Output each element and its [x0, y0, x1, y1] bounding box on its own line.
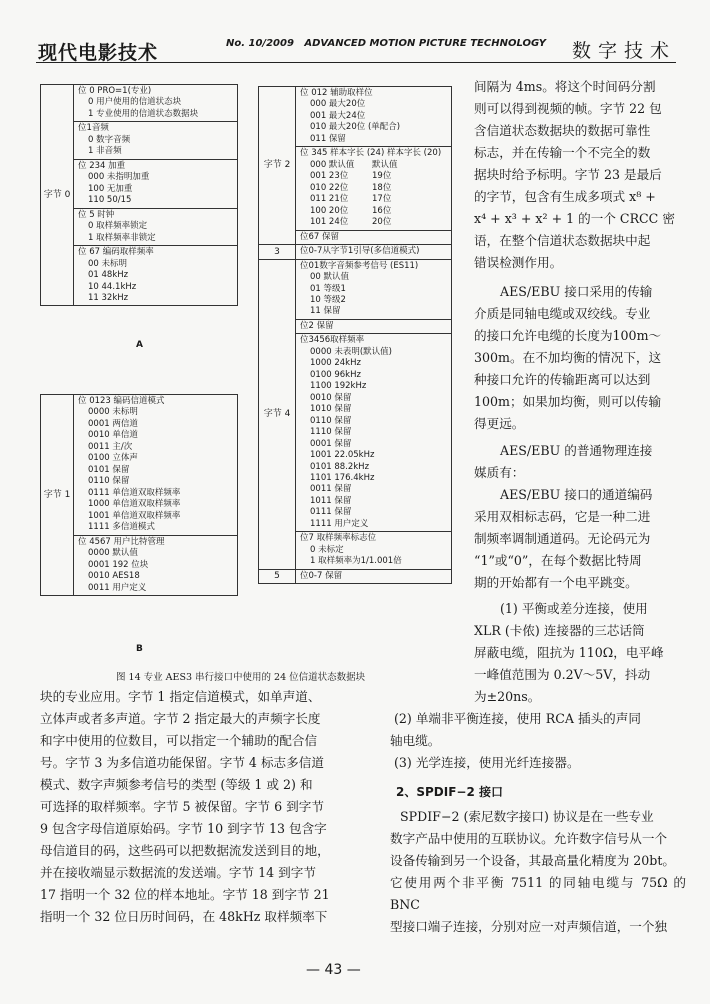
bit-field-title: 位 0123 编码信道模式	[78, 396, 165, 406]
bit-field-entry: 1000 单信道双取样频率	[88, 499, 181, 510]
table-b-byte1	[40, 394, 238, 596]
bit-field-cell	[296, 230, 452, 244]
bit-field-title: 位 234 加重	[78, 160, 126, 171]
table-a-byte0	[40, 84, 238, 306]
bit-field-title: 位3456取样频率	[300, 335, 365, 346]
bit-field-entry	[300, 171, 447, 182]
text-line: AES/EBU 接口采用的传输	[500, 284, 653, 299]
entry-value-20: 默认值	[372, 159, 398, 170]
text-line: (3) 光学连接，使用光纤连接器。	[394, 755, 580, 770]
bit-field-entry	[300, 160, 447, 171]
text-line: 立体声或者多声道。字节 2 指定最大的声频字长度	[40, 711, 321, 726]
bit-field-entry: 010 最大20位 (单配合)	[310, 122, 401, 133]
bit-field-entry: 11 保留	[310, 306, 341, 317]
bit-field-entry: 000 未指明加重	[88, 172, 150, 183]
byte-label: 字节 1	[41, 395, 74, 596]
bit-field-cell	[296, 87, 452, 147]
byte-label: 字节 4	[259, 259, 296, 569]
byte-label: 字节 0	[41, 85, 74, 306]
bit-field-title: 位1音频	[78, 123, 109, 134]
bit-field-entry: 1100 192kHz	[310, 381, 367, 392]
bit-field-entry: 0 用户使用的信道状态块	[88, 97, 182, 108]
bit-field-entry: 0 未标定	[310, 544, 344, 555]
right-col-para-3	[474, 440, 686, 484]
journal-title-cn: 现代电影技术	[38, 42, 159, 64]
bit-field-entry: 0110 保留	[88, 476, 130, 487]
text-line: XLR (卡侬) 连接器的三芯话筒	[474, 623, 645, 638]
text-line: 错误检测作用。	[474, 255, 563, 270]
issue-number: No. 10/2009	[226, 38, 294, 49]
bit-field-entry: 0111 保留	[310, 507, 352, 518]
text-line: “1”或“0”，在每个数据比特周	[474, 553, 642, 568]
bit-field-entry: 0111 单信道双取样频率	[88, 487, 181, 498]
section-title: 数字技术	[572, 40, 677, 62]
bit-field-title: 位 0 PRO=1(专业)	[78, 86, 152, 96]
bit-field-entry: 1 取样频率非锁定	[88, 232, 156, 243]
text-line: x⁴ + x³ + x² + 1 的一个 CRCC 密	[474, 211, 675, 226]
bit-field-entry	[300, 194, 447, 205]
text-line: 一峰值范围为 0.2V～5V，抖动	[474, 667, 651, 682]
section-heading: 2、SPDIF−2 接口	[396, 785, 503, 799]
right-col-para-2	[474, 281, 686, 435]
text-line: (1) 平衡或差分连接，使用	[500, 601, 648, 616]
bit-field-entry: 1 取样频率为1/1.001倍	[310, 556, 402, 567]
bit-field-title: 位0-7从字节1引导(多信道模式)	[300, 246, 420, 257]
bit-field-entry: 0 取样频率锁定	[88, 221, 148, 232]
issue-and-journal-en	[226, 38, 546, 49]
bit-field-entry: 0100 96kHz	[310, 369, 361, 380]
bit-field-title: 位0-7 保留	[300, 570, 343, 581]
bit-field-cell	[74, 208, 238, 245]
bit-field-entry: 0 数字音频	[88, 134, 131, 145]
table-a-label: A	[136, 340, 143, 350]
bit-field-entry: 0001 两信道	[88, 418, 138, 429]
text-line: 介质是同轴电缆或双绞线。专业	[474, 306, 651, 321]
text-line: 的接口允许电缆的长度为100m～	[474, 328, 662, 343]
bit-field-title: 位7 取样频率标志位	[300, 533, 377, 544]
journal-title-en: ADVANCED MOTION PICTURE TECHNOLOGY	[304, 38, 547, 49]
bit-field-cell	[296, 259, 452, 319]
text-line: 媒质有：	[474, 465, 525, 480]
bit-field-entry: 0101 保留	[88, 464, 130, 475]
bit-field-entry: 1001 单信道双取样频率	[88, 510, 181, 521]
bit-field-cell	[74, 159, 238, 208]
text-line: 采用双相标志码，它是一种二进	[474, 509, 651, 524]
text-line: 据块时给予标明。字节 23 是最后	[474, 167, 662, 182]
bit-field-title: 位2 保留	[300, 320, 334, 331]
bit-field-entry: 0011 主/次	[88, 441, 133, 452]
text-line: 块的专业应用。字节 1 指定信道模式，如单声道、	[40, 689, 321, 704]
bit-field-entry: 0000 未标明	[88, 407, 138, 418]
bit-field-entry: 1 非音频	[88, 146, 122, 157]
bit-field-title: 位01数字音频参考信号 (ES11)	[300, 260, 419, 271]
right-col-para-1	[474, 76, 686, 274]
text-line: 设备传输到另一个设备，其最高量化精度为 20bt。	[390, 853, 676, 868]
bit-field-cell	[74, 122, 238, 159]
text-line: (2) 单端非平衡连接，使用 RCA 插头的声同	[394, 711, 641, 726]
entry-value-20: 18位	[372, 182, 392, 193]
bottom-left-paragraph	[40, 686, 352, 928]
text-line: 则可以得到视频的帧。字节 22 包	[474, 101, 662, 116]
bit-field-entry: 0100 立体声	[88, 453, 138, 464]
text-line: 100m；如果加均衡，则可以传输	[474, 394, 662, 409]
bit-field-entry: 110 50/15	[88, 195, 132, 206]
byte-label: 3	[259, 245, 296, 259]
text-line: 间隔为 4ms。将这个时间码分割	[474, 79, 656, 94]
right-col-para-5	[474, 598, 686, 708]
bit-field-entry: 0000 默认值	[88, 548, 138, 559]
table-b-label: B	[136, 644, 143, 654]
bit-field-entry: 011 保留	[310, 133, 346, 144]
bit-field-cell	[296, 532, 452, 569]
bit-field-title: 位 345 样本字长 (24) 样本字长 (20)	[300, 148, 442, 159]
bit-field-entry: 0010 保留	[310, 392, 352, 403]
bit-field-entry: 1111 多信道模式	[88, 522, 155, 533]
bit-field-entry: 10 等级2	[310, 294, 346, 305]
bit-field-entry: 1101 176.4kHz	[310, 473, 375, 483]
entry-value-24: 001 23位	[310, 171, 349, 182]
text-line: 含信道状态数据块的数据可靠性	[474, 123, 651, 138]
bit-field-entry: 00 未标明	[88, 258, 128, 269]
bit-field-cell	[74, 85, 238, 122]
bit-field-entry: 11 32kHz	[88, 292, 129, 303]
text-line: 9 包含字母信道原始码。字节 10 到字节 13 包含字	[40, 821, 327, 836]
text-line: 300m。在不加均衡的情况下，这	[474, 350, 662, 365]
entry-value-20: 17位	[372, 194, 392, 205]
text-line: 它使用两个非平衡 7511 的同轴电缆与 75Ω 的 BNC	[390, 875, 686, 912]
bit-field-cell	[296, 245, 452, 259]
bit-field-title: 位 67 编码取样频率	[78, 247, 154, 258]
entry-value-24: 101 24位	[310, 217, 349, 228]
entry-value-24: 000 默认值	[310, 159, 355, 170]
bit-field-cell	[74, 395, 238, 536]
bit-field-entry: 0010 AES18	[88, 571, 140, 582]
text-line: 模式、数字声频参考信号的类型 (等级 1 或 2) 和	[40, 777, 313, 792]
text-line: 屏蔽电缆，阻抗为 110Ω，电平峰	[474, 645, 664, 660]
bit-field-entry	[300, 206, 447, 217]
bit-field-entry: 1010 保留	[310, 404, 352, 415]
bottom-right-paragraph	[390, 806, 686, 938]
bit-field-entry	[300, 217, 447, 228]
bit-field-entry: 1111 用户定义	[310, 518, 369, 529]
table-c-bytes2-5	[258, 86, 452, 584]
text-line: 型接口端子连接，分别对应一对声频信道，一个独	[390, 919, 668, 934]
bit-field-entry: 1110 保留	[310, 427, 352, 438]
bit-field-cell	[74, 246, 238, 306]
bit-field-entry: 0011 用户定义	[88, 582, 147, 593]
entry-value-24: 010 22位	[310, 182, 349, 193]
bit-field-entry	[300, 183, 447, 194]
bit-field-entry: 1000 24kHz	[310, 358, 361, 369]
bit-field-entry: 0011 保留	[310, 484, 352, 495]
text-line: SPDIF−2 (索尼数字接口) 协议是在一些专业	[400, 809, 654, 824]
byte-label: 字节 2	[259, 87, 296, 245]
bit-field-cell	[296, 569, 452, 583]
text-line: 为±20ns。	[474, 689, 541, 704]
bit-field-cell	[296, 334, 452, 532]
bit-field-entry: 100 无加重	[88, 183, 133, 194]
text-line: 种接口允许的传输距离可以达到	[474, 372, 651, 387]
header-rule	[36, 62, 676, 63]
bit-field-cell	[296, 147, 452, 230]
bit-field-entry: 000 最大20位	[310, 99, 366, 110]
text-line: 语，在整个信道状态数据块中起	[474, 233, 651, 248]
bit-field-entry: 0101 88.2kHz	[310, 461, 370, 472]
bit-field-title: 位 012 辅助取样位	[300, 88, 373, 98]
entry-value-24: 100 20位	[310, 205, 349, 216]
bit-field-entry: 1011 保留	[310, 495, 352, 506]
bit-field-cell	[74, 535, 238, 595]
bit-field-entry: 01 等级1	[310, 283, 346, 294]
bit-field-entry: 001 最大24位	[310, 110, 366, 121]
text-line: 母信道目的码，这些码可以把数据流发送到目的地，	[40, 843, 330, 858]
bit-field-entry: 0000 未表明(默认值)	[310, 346, 392, 357]
text-line: 制频率调制通道码。无论码元为	[474, 531, 651, 546]
text-line: 数字产品中使用的互联协议。允许数字信号从一个	[390, 831, 668, 846]
bit-field-entry: 1 专业使用的信道状态数据块	[88, 108, 199, 119]
text-line: 并在接收端显示数据流的发送端。字节 14 到字节	[40, 865, 316, 880]
bit-field-entry: 0010 单信道	[88, 430, 138, 441]
entry-value-20: 20位	[372, 217, 392, 228]
bit-field-title: 位 4567 用户比特管理	[78, 536, 165, 547]
text-line: 指明一个 32 位日历时间码，在 48kHz 取样频率下	[40, 909, 328, 924]
bit-field-entry: 0001 192 位块	[88, 559, 149, 570]
text-line: 轴电缆。	[390, 733, 441, 748]
right-col-para-4	[474, 484, 686, 594]
bit-field-entry: 0001 保留	[310, 438, 352, 449]
bit-field-cell	[296, 319, 452, 333]
text-line: 得更远。	[474, 416, 525, 431]
bit-field-entry: 00 默认值	[310, 272, 350, 283]
text-line: 标志，并在传输一个不完全的数	[474, 145, 651, 160]
text-line: 和字中使用的位数目，可以指定一个辅助的配合信	[40, 733, 318, 748]
bit-field-entry: 0110 保留	[310, 415, 352, 426]
entry-value-20: 19位	[372, 171, 392, 182]
bit-field-entry: 01 48kHz	[88, 270, 129, 281]
bit-field-title: 位67 保留	[300, 231, 340, 242]
bottom-right-list	[390, 708, 686, 774]
text-line: AES/EBU 的普通物理连接	[500, 443, 653, 458]
text-line: 号。字节 3 为多信道功能保留。字节 4 标志多信道	[40, 755, 324, 770]
figure-caption: 图 14 专业 AES3 串行接口中使用的 24 位信道状态数据块	[116, 672, 366, 683]
text-line: 17 指明一个 32 位的样本地址。字节 18 到字节 21	[40, 887, 330, 902]
text-line: 期的开始都有一个电平跳变。	[474, 575, 638, 590]
entry-value-20: 16位	[372, 205, 392, 216]
bit-field-title: 位 5 时钟	[78, 209, 115, 220]
entry-value-24: 011 21位	[310, 194, 349, 205]
page-number: — 43 —	[306, 962, 361, 978]
byte-label: 5	[259, 569, 296, 583]
text-line: AES/EBU 接口的通道编码	[500, 487, 653, 502]
bit-field-entry: 1001 22.05kHz	[310, 450, 375, 461]
text-line: 可选择的取样频率。字节 5 被保留。字节 6 到字节	[40, 799, 324, 814]
text-line: 的字节，包含有生成多项式 x⁸ +	[474, 189, 656, 204]
bit-field-entry: 10 44.1kHz	[88, 281, 137, 292]
